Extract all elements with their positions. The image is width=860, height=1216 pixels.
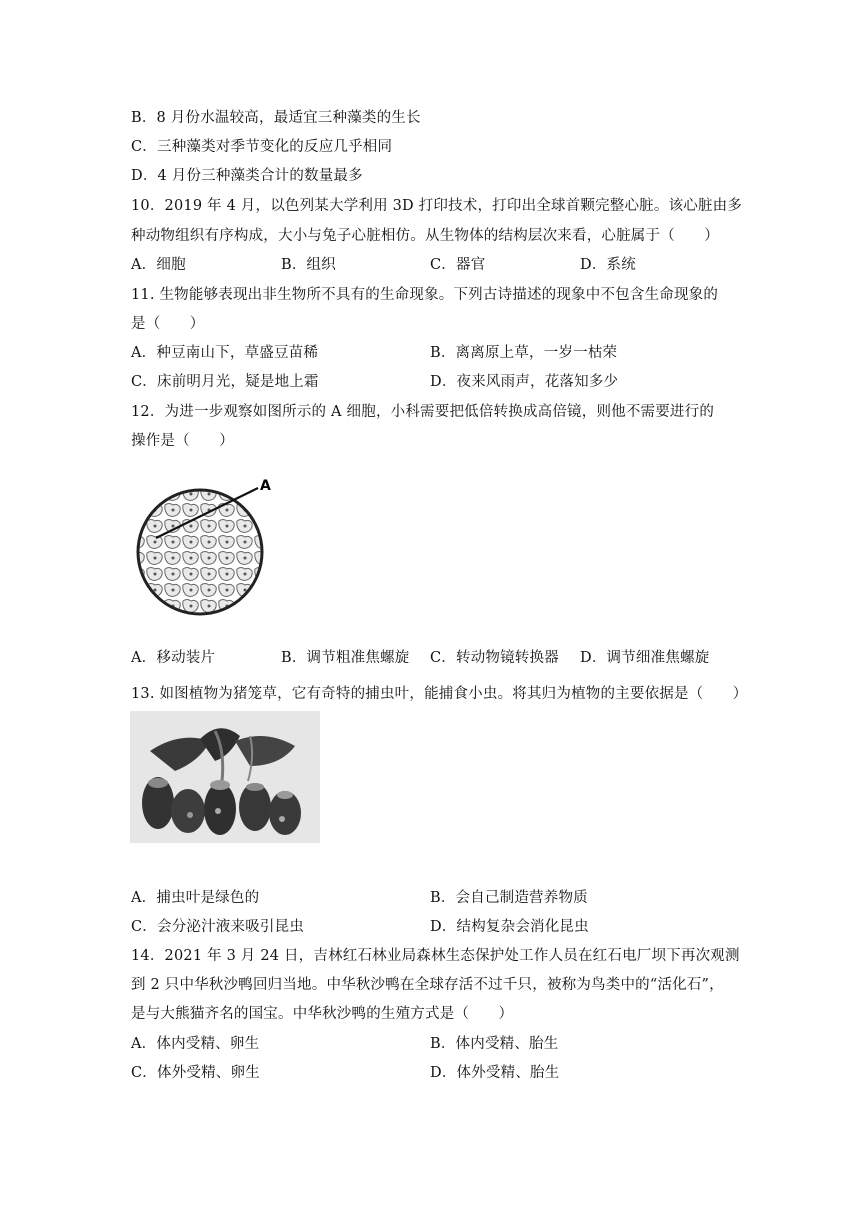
- microscope-field-circle: [138, 490, 262, 614]
- q11-option-d: D．夜来风雨声，花落知多少: [430, 374, 619, 390]
- q9-option-d: D．4 月份三种藻类合计的数量最多: [131, 168, 363, 184]
- figure-label-a: A: [260, 478, 271, 494]
- pitcher-plant-figure: [130, 711, 320, 843]
- q12-option-b: B．调节粗准焦螺旋: [281, 650, 410, 666]
- q12-option-d: D．调节细准焦螺旋: [580, 650, 710, 666]
- q11-option-a: A．种豆南山下，草盛豆苗稀: [131, 345, 319, 361]
- q13-stem: 13. 如图植物为猪笼草，它有奇特的捕虫叶，能捕食小虫。将其归为植物的主要依据是（ ）: [131, 686, 748, 702]
- q14-stem-line1: 14．2021 年 3 月 24 日，吉林红石林业局森林生态保护处工作人员在红石电厂坝下再次观测: [131, 948, 740, 964]
- q11-stem-line2: 是（ ）: [131, 316, 205, 332]
- q10-stem-line2: 种动物组织有序构成，大小与兔子心脏相仿。从生物体的结构层次来看，心脏属于（ ）: [131, 228, 719, 244]
- q12-stem-line1: 12．为进一步观察如图所示的 A 细胞，小科需要把低倍转换成高倍镜，则他不需要进行的: [131, 404, 715, 420]
- q10-option-c: C．器官: [430, 257, 486, 273]
- q14-option-c: C．体外受精、卵生: [131, 1065, 260, 1081]
- q12-option-a: A．移动装片: [131, 650, 216, 666]
- q10-option-a: A．细胞: [131, 257, 186, 273]
- q14-option-d: D．体外受精、胎生: [430, 1065, 560, 1081]
- q9-option-c: C．三种藻类对季节变化的反应几乎相同: [131, 139, 393, 155]
- q9-option-b: B．8 月份水温较高，最适宜三种藻类的生长: [131, 110, 421, 126]
- q14-stem-line3: 是与大熊猫齐名的国宝。中华秋沙鸭的生殖方式是（ ）: [131, 1006, 514, 1022]
- q13-option-d: D．结构复杂会消化昆虫: [430, 919, 589, 935]
- q11-option-c: C．床前明月光，疑是地上霜: [131, 374, 319, 390]
- q13-option-c: C．会分泌汁液来吸引昆虫: [131, 919, 304, 935]
- q10-option-b: B．组织: [281, 257, 336, 273]
- q10-option-d: D．系统: [580, 257, 636, 273]
- q14-option-a: A．体内受精、卵生: [131, 1036, 260, 1052]
- q13-option-b: B．会自己制造营养物质: [430, 890, 588, 906]
- q10-stem-line1: 10．2019 年 4 月，以色列某大学利用 3D 打印技术，打印出全球首颗完整心脏。该心脏由多: [131, 198, 743, 214]
- cell-microscope-figure: [128, 470, 288, 620]
- q11-option-b: B．离离原上草，一岁一枯荣: [430, 345, 618, 361]
- q13-option-a: A．捕虫叶是绿色的: [131, 890, 260, 906]
- q14-option-b: B．体内受精、胎生: [430, 1036, 559, 1052]
- q12-option-c: C．转动物镜转换器: [430, 650, 559, 666]
- q14-stem-line2: 到 2 只中华秋沙鸭回归当地。中华秋沙鸭在全球存活不过千只，被称为鸟类中的“活化石”，: [131, 977, 724, 993]
- q12-stem-line2: 操作是（ ）: [131, 433, 234, 449]
- q11-stem-line1: 11. 生物能够表现出非生物所不具有的生命现象。下列古诗描述的现象中不包含生命现象的: [131, 287, 719, 303]
